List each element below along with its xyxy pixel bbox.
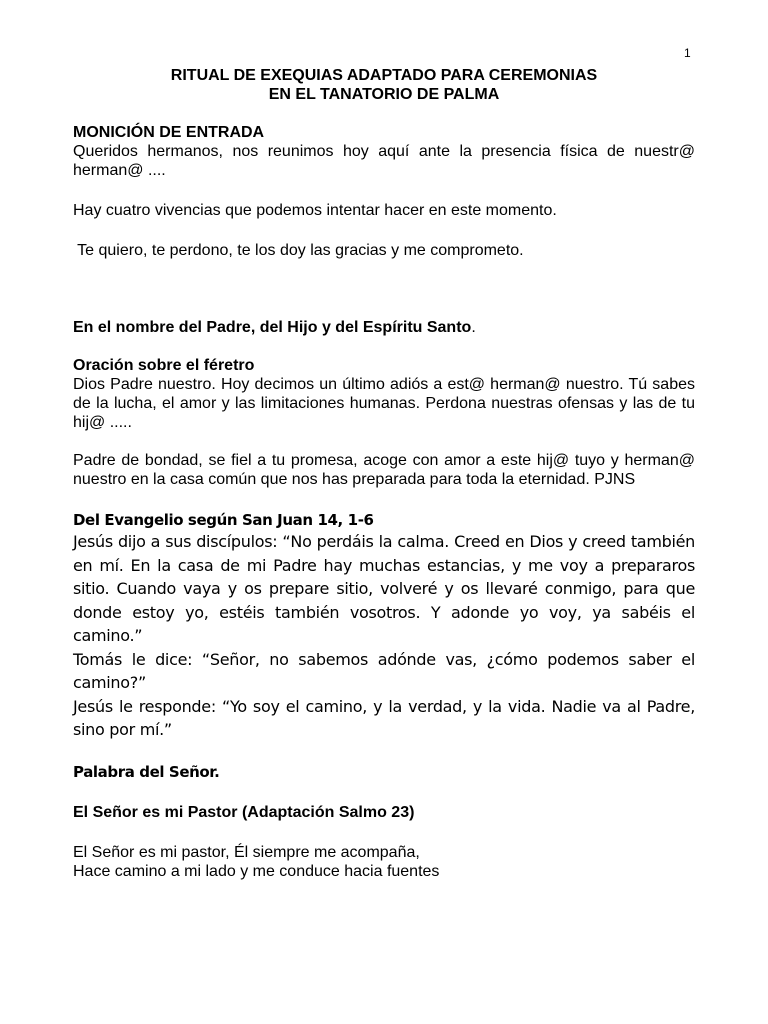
salmo-heading: El Señor es mi Pastor (Adaptación Salmo 23) — [73, 803, 415, 821]
oracion-paragraph-1: Dios Padre nuestro. Hoy decimos un último adiós a est@ herman@ nuestro. Tú sabes de la lucha, el amor y las limitaciones humanas. Perdona nuestras ofensas y las de tu hij@ ..... — [73, 376, 695, 431]
invocacion-punct: . — [471, 319, 476, 336]
evangelio-closing: Palabra del Señor. — [73, 762, 220, 781]
oracion-paragraph-2: Padre de bondad, se fiel a tu promesa, acoge con amor a este hij@ tuyo y herman@ nuestro en la casa común que nos has preparada para toda la eternidad. PJNS — [73, 452, 695, 488]
evangelio-paragraph-2: Tomás le dice: “Señor, no sabemos adónde vas, ¿cómo podemos saber el camino?” — [73, 649, 695, 692]
salmo-line-2: Hace camino a mi lado y me conduce hacia fuentes — [73, 862, 440, 880]
monicion-paragraph-2: Hay cuatro vivencias que podemos intentar hacer en este momento. — [73, 202, 557, 219]
document-body — [73, 66, 695, 881]
title-line-1: RITUAL DE EXEQUIAS ADAPTADO PARA CEREMONIAS — [170, 67, 598, 84]
invocacion — [73, 318, 695, 337]
evangelio-heading: Del Evangelio según San Juan 14, 1-6 — [73, 511, 374, 529]
invocacion-text: En el nombre del Padre, del Hijo y del Espíritu Santo — [73, 319, 472, 336]
page-number: 1 — [684, 46, 691, 60]
salmo-line-1: El Señor es mi pastor, Él siempre me acompaña, — [73, 843, 420, 861]
title-line-2: EN EL TANATORIO DE PALMA — [268, 86, 500, 103]
evangelio-paragraph-3: Jesús le responde: “Yo soy el camino, y la verdad, y la vida. Nadie va al Padre, sino por mí.” — [73, 696, 695, 739]
monicion-paragraph-1: Queridos hermanos, nos reunimos hoy aquí ante la presencia física de nuestr@ herman@ .... — [73, 143, 695, 179]
evangelio-paragraph-1: Jesús dijo a sus discípulos: “No perdáis la calma. Creed en Dios y creed también en mí. En la casa de mi Padre hay muchas estancias, y me voy a prepararos sitio. Cuando vaya y os prepare sitio, volveré y os llevaré conmigo, para que donde estoy yo, estéis también vosotros. Y adonde yo voy, ya sabéis el camino.” — [73, 532, 695, 645]
monicion-heading: MONICIÓN DE ENTRADA — [73, 124, 265, 141]
oracion-heading: Oración sobre el féretro — [73, 357, 255, 374]
monicion-paragraph-3: Te quiero, te perdono, te los doy las gracias y me comprometo. — [73, 242, 524, 259]
document-title — [73, 66, 695, 104]
